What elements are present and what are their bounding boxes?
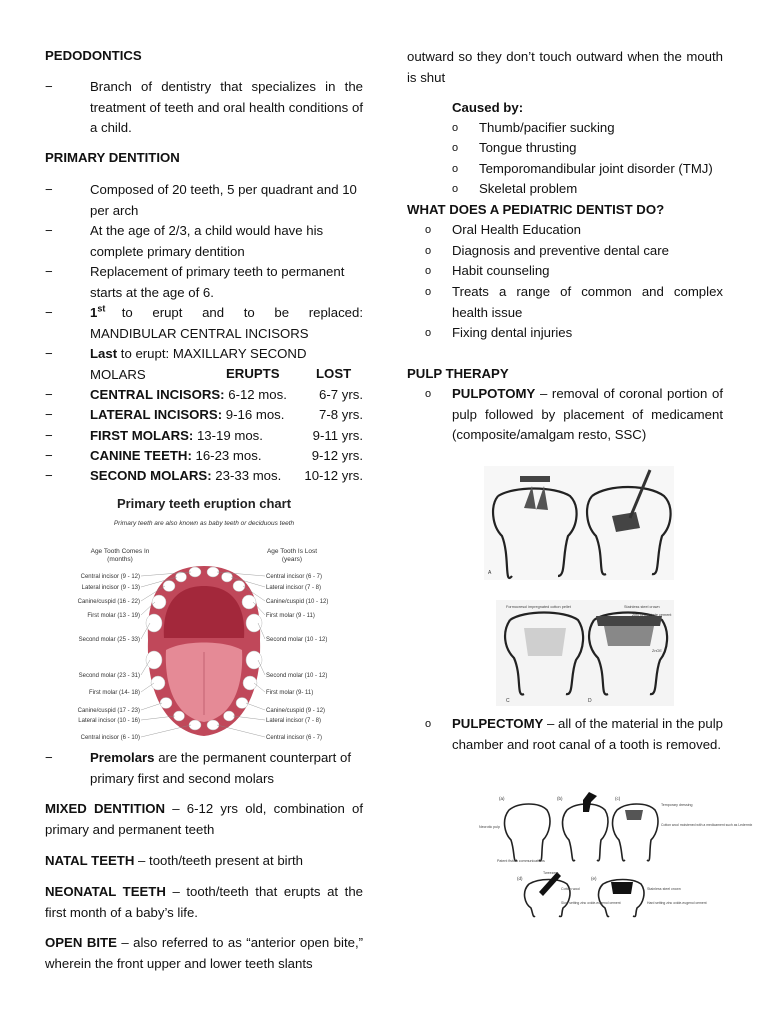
chart-tooth-label: Second molar (10 - 12) bbox=[266, 673, 328, 679]
svg-text:(d): (d) bbox=[517, 876, 523, 881]
chart-leader-line bbox=[141, 703, 162, 710]
svg-text:(c): (c) bbox=[615, 796, 621, 801]
svg-text:(a): (a) bbox=[499, 796, 505, 801]
list-item: o Temporomandibular joint disorder (TMJ) bbox=[452, 161, 713, 176]
pulpotomy-figure bbox=[484, 466, 674, 706]
natal-teeth: NATAL TEETH – tooth/teeth present at birth bbox=[45, 853, 304, 868]
row-lost: 9-11 yrs. bbox=[312, 427, 363, 443]
table-header: ERUPTS LOST bbox=[226, 366, 352, 381]
svg-text:(months): (months) bbox=[107, 556, 133, 563]
svg-text:Zinc phosphate cement: Zinc phosphate cement bbox=[632, 613, 672, 617]
list-item: o Treats a range of common and complex health issue bbox=[425, 284, 723, 320]
pulpectomy-figure bbox=[471, 790, 753, 920]
svg-text:Tweezers: Tweezers bbox=[543, 871, 559, 875]
chart-tooth-label: First molar (14- 18) bbox=[88, 690, 140, 696]
svg-text:(years): (years) bbox=[281, 556, 303, 563]
list-item: o Oral Health Education bbox=[425, 222, 582, 237]
chart-tooth-label: Lateral incisor (10 - 16) bbox=[78, 718, 140, 724]
first-to-erupt-text: to erupt and to be replaced: bbox=[121, 305, 363, 320]
chart-tooth-label: Lateral incisor (7 - 8) bbox=[266, 585, 322, 591]
pulpectomy-svg bbox=[471, 790, 753, 920]
open-bite: OPEN BITE – also referred to as “anterior open bite,” wherein the front upper and lower teeth slants bbox=[45, 935, 363, 971]
row-erupts: 16-23 mos. bbox=[195, 447, 262, 463]
row-lost: 6-7 yrs. bbox=[319, 387, 363, 402]
mouth-illustration bbox=[146, 566, 262, 736]
svg-text:(b): (b) bbox=[557, 796, 563, 801]
chart-tooth-label: First molar (13 - 19) bbox=[87, 613, 140, 619]
eruption-chart-svg bbox=[48, 490, 360, 748]
chart-tooth-label: Central incisor (6 - 7) bbox=[266, 735, 323, 741]
row-name: FIRST MOLARS: bbox=[90, 427, 194, 443]
chart-leader-line bbox=[217, 725, 265, 737]
pedodontics-bullet: − Branch of dentistry that specializes in the treatment of teeth and oral health conditions of a child. bbox=[45, 79, 363, 135]
dentition-bullet-last: − Last to erupt: MAXILLARY SECOND MOLARS bbox=[45, 346, 307, 382]
premolars-bullet: − Premolars are the permanent counterpart of primary first and second molars bbox=[45, 750, 351, 786]
chart-tooth-label: Central incisor (6 - 10) bbox=[80, 735, 140, 741]
pulpectomy-item: o PULPECTOMY – all of the material in the pulp chamber and root canal of a tooth is removed. bbox=[425, 716, 723, 752]
svg-text:Hard setting zinc oxide-eugeno: Hard setting zinc oxide-eugenol cement bbox=[647, 901, 707, 905]
mixed-dentition: MIXED DENTITION – 6-12 yrs old, combination of primary and permanent teeth bbox=[45, 801, 363, 837]
caused-by-label: Caused by: bbox=[452, 100, 524, 115]
dentition-bullet-2: − At the age of 2/3, a child would have his complete primary dentition bbox=[45, 223, 324, 259]
chart-tooth-label: Canine/cuspid (10 - 12) bbox=[266, 599, 329, 605]
row-erupts: 6-12 mos. bbox=[228, 387, 287, 402]
open-bite-continuation: outward so they don’t touch outward when the mouth is shut bbox=[407, 49, 723, 85]
chart-tooth-label: Second molar (25 - 33) bbox=[78, 637, 140, 643]
svg-text:Patent fistula communications: Patent fistula communications bbox=[497, 859, 545, 863]
table-row: − LATERAL INCISORS: 9-16 mos. 7-8 yrs. bbox=[45, 405, 363, 425]
chart-tooth-label: Second molar (10 - 12) bbox=[266, 637, 328, 643]
pedodontics-heading: PEDODONTICS bbox=[45, 48, 142, 63]
row-lost: 7-8 yrs. bbox=[319, 407, 363, 423]
svg-text:Temporary dressing: Temporary dressing bbox=[661, 803, 693, 807]
table-row: − CENTRAL INCISORS: 6-12 mos. 6-7 yrs. bbox=[45, 385, 363, 405]
dentition-bullet-3: − Replacement of primary teeth to permanent starts at the age of 6. bbox=[45, 264, 345, 300]
chart-tooth-label: Central incisor (6 - 7) bbox=[266, 574, 323, 580]
svg-text:Necrotic pulp: Necrotic pulp bbox=[479, 825, 500, 829]
svg-text:A: A bbox=[488, 570, 492, 576]
list-item: o Skeletal problem bbox=[452, 181, 578, 196]
neonatal-teeth: NEONATAL TEETH – tooth/teeth that erupts at the first month of a baby’s life. bbox=[45, 884, 364, 920]
row-erupts: 13-19 mos. bbox=[196, 427, 263, 443]
svg-text:C: C bbox=[506, 698, 510, 704]
chart-tooth-label: Central incisor (9 - 12) bbox=[80, 574, 140, 580]
chart-leader-line bbox=[141, 725, 191, 737]
pulpotomy-item: o PULPOTOMY – removal of coronal portion of pulp followed by placement of medicament (composite/amalgam resto, SSC) bbox=[425, 386, 723, 442]
row-erupts: 9-16 mos. bbox=[225, 407, 285, 423]
chart-leader-line bbox=[141, 660, 150, 675]
chart-tooth-label: First molar (9 - 11) bbox=[266, 613, 315, 619]
list-item: o Thumb/pacifier sucking bbox=[452, 120, 615, 135]
chart-title: Primary teeth eruption chart bbox=[116, 496, 292, 511]
chart-tooth-label: Second molar (23 - 31) bbox=[78, 673, 140, 679]
list-item: o Tongue thrusting bbox=[452, 140, 577, 155]
svg-text:Stainless steel crown: Stainless steel crown bbox=[647, 887, 681, 891]
row-lost: 10-12 yrs. bbox=[304, 468, 363, 484]
list-item: o Fixing dental injuries bbox=[425, 325, 573, 340]
svg-text:Age Tooth Comes In: Age Tooth Comes In bbox=[90, 548, 150, 555]
list-item: o Habit counseling bbox=[425, 263, 550, 278]
svg-text:D: D bbox=[588, 698, 592, 704]
row-lost: 9-12 yrs. bbox=[311, 447, 363, 463]
row-name: LATERAL INCISORS: bbox=[90, 407, 223, 423]
chart-leader-line bbox=[141, 683, 154, 692]
pediatric-dentist-heading: WHAT DOES A PEDIATRIC DENTIST DO? bbox=[407, 202, 665, 217]
svg-text:(e): (e) bbox=[591, 876, 597, 881]
pulpotomy-svg bbox=[484, 466, 674, 706]
svg-text:Cotton wool: Cotton wool bbox=[561, 887, 580, 891]
eruption-chart-figure bbox=[48, 490, 360, 748]
primary-dentition-heading: PRIMARY DENTITION bbox=[45, 150, 180, 165]
chart-subtitle: Primary teeth are also known as baby teeth or deciduous teeth bbox=[113, 520, 295, 527]
chart-tooth-label: Canine/cuspid (16 - 22) bbox=[77, 599, 140, 605]
chart-tooth-label: First molar (9- 11) bbox=[266, 690, 314, 696]
pulp-therapy-heading: PULP THERAPY bbox=[407, 366, 509, 381]
chart-tooth-label: Lateral incisor (7 - 8) bbox=[266, 718, 322, 724]
dentition-bullet-first: − 1st to erupt and to be replaced: MANDIBULAR CENTRAL INCISORS bbox=[45, 303, 363, 341]
row-erupts: 23-33 mos. bbox=[215, 468, 282, 484]
table-row: − SECOND MOLARS: 23-33 mos. 10-12 yrs. bbox=[45, 466, 363, 486]
row-name: CANINE TEETH: bbox=[90, 447, 192, 463]
svg-text:Slow setting zinc oxide-eugeno: Slow setting zinc oxide-eugenol cement bbox=[561, 901, 621, 905]
svg-text:Stainless steel crown: Stainless steel crown bbox=[624, 605, 660, 609]
row-name: CENTRAL INCISORS: bbox=[90, 387, 225, 402]
table-row: − CANINE TEETH: 16-23 mos. 9-12 yrs. bbox=[45, 446, 363, 466]
chart-tooth-label: Canine/cuspid (17 - 23) bbox=[77, 708, 140, 714]
svg-text:Age Tooth Is Lost: Age Tooth Is Lost bbox=[266, 548, 318, 555]
dentition-bullet-1: − Composed of 20 teeth, 5 per quadrant and 10 per arch bbox=[45, 182, 357, 218]
chart-tooth-label: Canine/cuspid (9 - 12) bbox=[266, 708, 326, 714]
chart-leader-line bbox=[246, 703, 265, 710]
row-name: SECOND MOLARS: bbox=[90, 468, 212, 484]
svg-text:ZnOE: ZnOE bbox=[652, 649, 662, 653]
svg-text:Cotton wool moistened with a m: Cotton wool moistened with a medicament such as Ledermix bbox=[661, 823, 753, 827]
chart-tooth-label: Lateral incisor (9 - 13) bbox=[81, 585, 140, 591]
svg-text:Formocresol impregnated cotton: Formocresol impregnated cotton pellet bbox=[506, 605, 571, 609]
table-row: − FIRST MOLARS: 13-19 mos. 9-11 yrs. bbox=[45, 426, 363, 446]
list-item: o Diagnosis and preventive dental care bbox=[425, 243, 669, 258]
